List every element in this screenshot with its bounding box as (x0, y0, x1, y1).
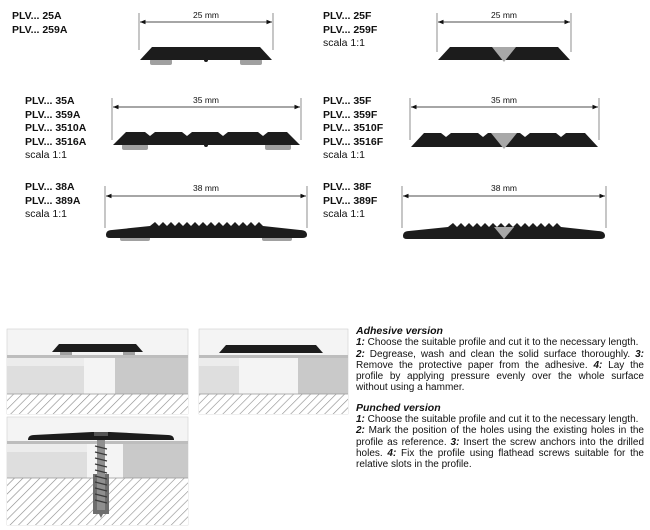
installation-adhesive-diagram-2 (199, 329, 348, 414)
installation-instructions (356, 326, 644, 480)
installation-adhesive-diagram (7, 329, 188, 414)
step-number: 2: (356, 425, 365, 437)
scale-label: scala 1:1 (25, 149, 68, 162)
code: PLV... 35A (25, 95, 75, 107)
code: PLV... 35F (323, 95, 372, 107)
step-text: Insert the screw anchors into the drilled holes. (356, 436, 644, 459)
scale-label: scala 1:1 (323, 149, 366, 162)
code: PLV... 25A (12, 10, 62, 22)
dimension-label: 25 mm (193, 10, 219, 20)
step-number: 1: (356, 414, 365, 426)
step-number: 3: (450, 436, 460, 448)
code: PLV... 259F (323, 23, 378, 36)
code: PLV... 25F (323, 10, 372, 22)
step-text: Choose the suitable profile and cut it to the necessary length. (364, 337, 639, 349)
code: PLV... 3516A (25, 135, 87, 148)
scale-label: scala 1:1 (323, 37, 366, 50)
profile-38a (105, 183, 307, 241)
scale-label: scala 1:1 (323, 208, 366, 221)
step-number: 3: (635, 348, 645, 360)
dimension-label: 25 mm (491, 10, 517, 20)
step-text: Degrease, wash and clean the solid surface thoroughly. (364, 348, 631, 360)
step-number: 4: (593, 359, 603, 371)
punched-title: Punched version (356, 401, 441, 414)
step-number: 4: (387, 447, 397, 459)
profile-38f (402, 183, 606, 239)
step-text: Choose the suitable profile and cut it to the necessary length. (364, 414, 639, 426)
step-text: Remove the protective paper from the adhesive. (356, 359, 588, 371)
profile-25f (437, 10, 571, 62)
code: PLV... 359F (323, 108, 378, 121)
step-text: Mark the position of the holes using the existing holes in the profile as reference. (356, 425, 644, 448)
step-number: 1: (356, 337, 365, 349)
code: PLV... 259A (12, 23, 68, 36)
step-text: Lay the profile by applying pressure evenly over the whole surface without using a hammer. (356, 359, 644, 394)
code: PLV... 3510A (25, 122, 87, 135)
dimension-label: 35 mm (193, 95, 219, 105)
code: PLV... 389A (25, 194, 81, 207)
code: PLV... 3516F (323, 135, 384, 148)
dimension-label: 38 mm (491, 183, 517, 193)
code: PLV... 3510F (323, 122, 384, 135)
profile-35f (410, 95, 599, 149)
punched-steps (356, 414, 644, 470)
adhesive-title: Adhesive version (356, 325, 443, 337)
dimension-label: 38 mm (193, 183, 219, 193)
code: PLV... 389F (323, 194, 378, 207)
installation-punched-diagram (7, 417, 188, 525)
adhesive-steps (356, 337, 644, 393)
code: PLV... 38F (323, 181, 372, 193)
profile-35a (112, 95, 301, 150)
step-number: 2: (356, 348, 365, 360)
code: PLV... 38A (25, 181, 75, 193)
dimension-label: 35 mm (491, 95, 517, 105)
profile-25a (139, 10, 273, 65)
step-text: Fix the profile using flathead screws suitable for the relative slots in the profile. (356, 447, 644, 471)
scale-label: scala 1:1 (25, 208, 68, 221)
code: PLV... 359A (25, 108, 81, 121)
